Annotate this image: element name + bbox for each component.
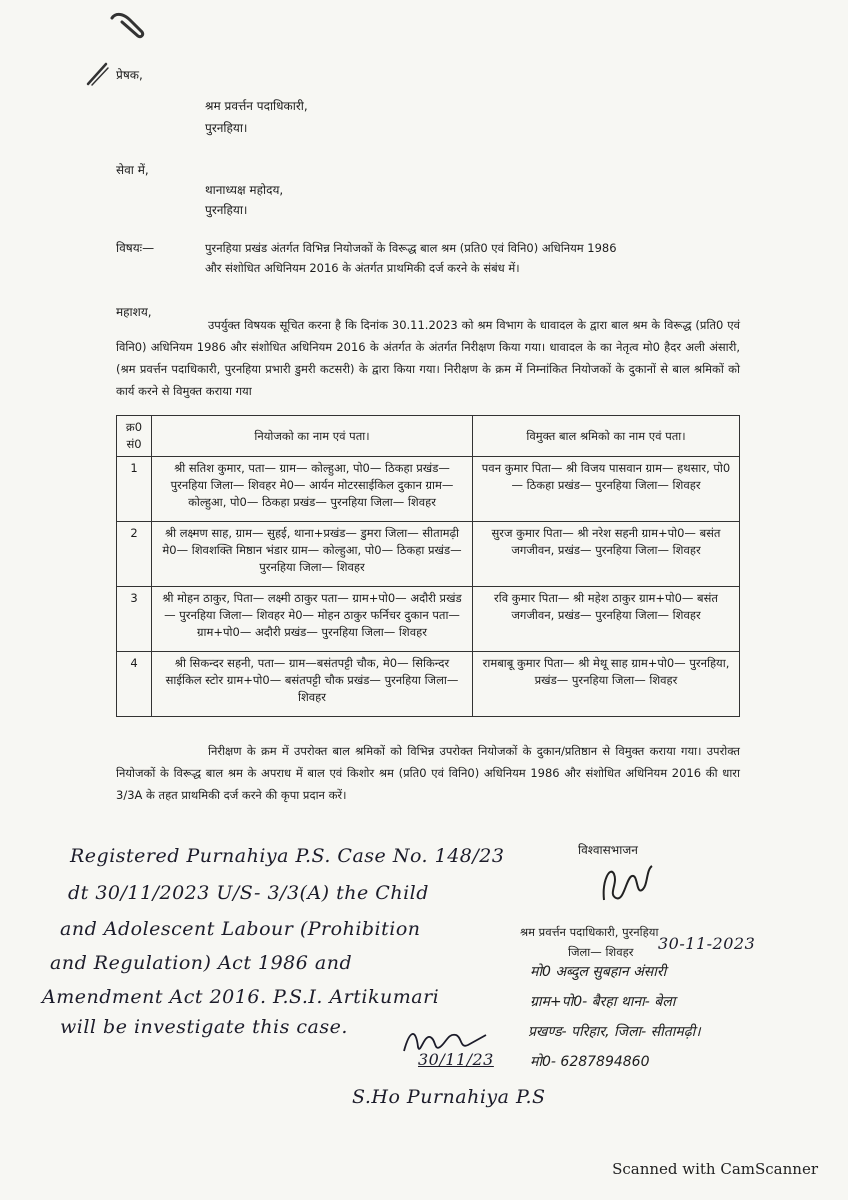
table-header-row [117, 416, 740, 457]
table-row [117, 652, 740, 717]
table-row [117, 522, 740, 587]
handwritten-note-line-5: Amendment Act 2016. P.S.I. Artikumari [42, 986, 440, 1008]
subject-line-2: और संशोधित अधिनियम 2016 के अंतर्गत प्राथमिकी दर्ज करने के संबंध में। [205, 261, 520, 275]
subject-line-1: पुरनहिया प्रखंड अंतर्गत विभिन्न नियोजकों के विरूद्ध बाल श्रम (प्रति0 एवं विनि0) अधिनियम 1986 [205, 241, 617, 255]
officer-signature-icon [596, 860, 656, 910]
sho-signature-date: 30/11/23 [418, 1050, 494, 1069]
paper-clip-icon [108, 10, 148, 40]
to-place: पुरनहिया। [205, 203, 248, 217]
col-employer-header: नियोजको का नाम एवं पता। [152, 416, 473, 457]
table-row [117, 457, 740, 522]
handwritten-address-line-2: ग्राम+पो0- बैरहा थाना- बेला [530, 994, 676, 1010]
row-child: सुरज कुमार पिता— श्री नरेश सहनी ग्राम+पो0— बसंत जगजीवन, प्रखंड— पुरनहिया जिला— शिवहर [473, 522, 740, 587]
row-employer: श्री मोहन ठाकुर, पिता— लक्ष्मी ठाकुर पता— ग्राम+पो0— अदौरी प्रखंड— पुरनहिया जिला— शिवहर मे0— मोहन ठाकुर फर्निचर दुकान पता— ग्राम+पो0— अदौरी प्रखंड— पुरनहिया जिला— शिवहर [152, 587, 473, 652]
handwritten-note-line-4: and Regulation) Act 1986 and [50, 952, 353, 974]
body-paragraph-1: उपर्युक्त विषयक सूचित करना है कि दिनांक 30.11.2023 को श्रम विभाग के धावादल के द्वारा बाल श्रम के विरूद्ध (प्रति0 एवं विनि0) अधिनियम 1986 और संशोधित अधिनियम 2016 के अंतर्गत के अंतर्गत निरीक्षण किया गया। धावादल के का नेतृत्व मो0 हैदर अली अंसारी, (श्रम प्रवर्त्तन पदाधिकारी, पुरनहिया प्रभारी डुमरी कटसरी) के द्वारा किया गया। निरीक्षण के क्रम में निम्नांकित नियोजकों के दुकानों से बाल श्रमिकों को कार्य करने से विमुक्त कराया गया [116, 318, 740, 398]
row-employer: श्री सिकन्दर सहनी, पता— ग्राम—बसंतपट्टी चौक, मे0— सिकिन्दर साईकिल स्टोर ग्राम+पो0— बसंतपट्टी चौक प्रखंड— पुरनहिया जिला— शिवहर [152, 652, 473, 717]
officer-district: जिला— शिवहर [568, 945, 634, 959]
handwritten-note-line-3: and Adolescent Labour (Prohibition [60, 918, 421, 940]
employer-child-table [116, 415, 740, 717]
handwritten-note-line-1: Registered Purnahiya P.S. Case No. 148/23 [70, 845, 505, 867]
handwritten-address-line-1: मो0 अब्दुल सुबहान अंसारी [530, 964, 667, 980]
row-employer: श्री सतिश कुमार, पता— ग्राम— कोल्हुआ, पो0— ठिकहा प्रखंड— पुरनहिया जिला— शिवहर मे0— आर्यन मोटरसाईकिल दुकान ग्राम— कोल्हुआ, पो0— ठिकहा प्रखंड— पुरनहिया जिला— शिवहर [152, 457, 473, 522]
sender-place: पुरनहिया। [205, 121, 248, 135]
sender-designation: श्रम प्रवर्त्तन पदाधिकारी, [205, 99, 308, 113]
pen-mark-icon [86, 60, 110, 88]
handwritten-date: 30-11-2023 [658, 934, 756, 953]
handwritten-phone: मो0- 6287894860 [530, 1054, 650, 1070]
row-serial: 2 [117, 522, 152, 587]
table-row [117, 587, 740, 652]
row-child: रवि कुमार पिता— श्री महेश ठाकुर ग्राम+पो0— बसंत जगजीवन, प्रखंड— पुरनहिया जिला— शिवहर [473, 587, 740, 652]
row-employer: श्री लक्ष्मण साह, ग्राम— सुहई, थाना+प्रखंड— डुमरा जिला— सीतामढ़ी मे0— शिवशक्ति मिष्ठान भंडार ग्राम— कोल्हुआ, पो0— ठिकहा प्रखंड— पुरनहिया जिला— शिवहर [152, 522, 473, 587]
row-serial: 3 [117, 587, 152, 652]
row-child: पवन कुमार पिता— श्री विजय पासवान ग्राम— हथसार, पो0— ठिकहा प्रखंड— पुरनहिया जिला— शिवहर [473, 457, 740, 522]
col-child-header: विमुक्त बाल श्रमिको का नाम एवं पता। [473, 416, 740, 457]
handwritten-note-line-6: will be investigate this case. [60, 1016, 348, 1038]
sho-designation: S.Ho Purnahiya P.S [352, 1086, 546, 1108]
handwritten-address-line-3: प्रखण्ड- परिहार, जिला- सीतामढ़ी। [528, 1024, 701, 1040]
officer-designation: श्रम प्रवर्त्तन पदाधिकारी, पुरनहिया [520, 925, 659, 939]
to-designation: थानाध्यक्ष महोदय, [205, 183, 284, 197]
body-paragraph-2: निरीक्षण के क्रम में उपरोक्त बाल श्रमिकों को विभिन्न उपरोक्त नियोजकों के दुकान/प्रतिष्ठान से विमुक्त कराया गया। उपरोक्त नियोजकों के विरूद्ध बाल श्रम के अपराध में बाल एवं किशोर श्रम (प्रति0 एवं विनि0) अधिनियम 1986 और संशोधित अधिनियम 2016 की धारा 3/3A के तहत प्राथमिकी दर्ज करने की कृपा प्रदान करें। [116, 744, 740, 802]
closing-text: विश्वासभाजन [578, 843, 638, 857]
to-label: सेवा में, [116, 163, 149, 177]
row-serial: 4 [117, 652, 152, 717]
col-serial-header: क्र0 सं0 [117, 416, 152, 457]
row-child: रामबाबू कुमार पिता— श्री मेथू साह ग्राम+पो0— पुरनहिया, प्रखंड— पुरनहिया जिला— शिवहर [473, 652, 740, 717]
scanner-watermark: Scanned with CamScanner [612, 1160, 818, 1178]
salutation: महाशय, [116, 305, 152, 319]
sender-label: प्रेषक, [116, 68, 143, 82]
handwritten-note-line-2: dt 30/11/2023 U/S- 3/3(A) the Child [68, 882, 429, 904]
subject-label: विषयः— [116, 241, 155, 255]
row-serial: 1 [117, 457, 152, 522]
